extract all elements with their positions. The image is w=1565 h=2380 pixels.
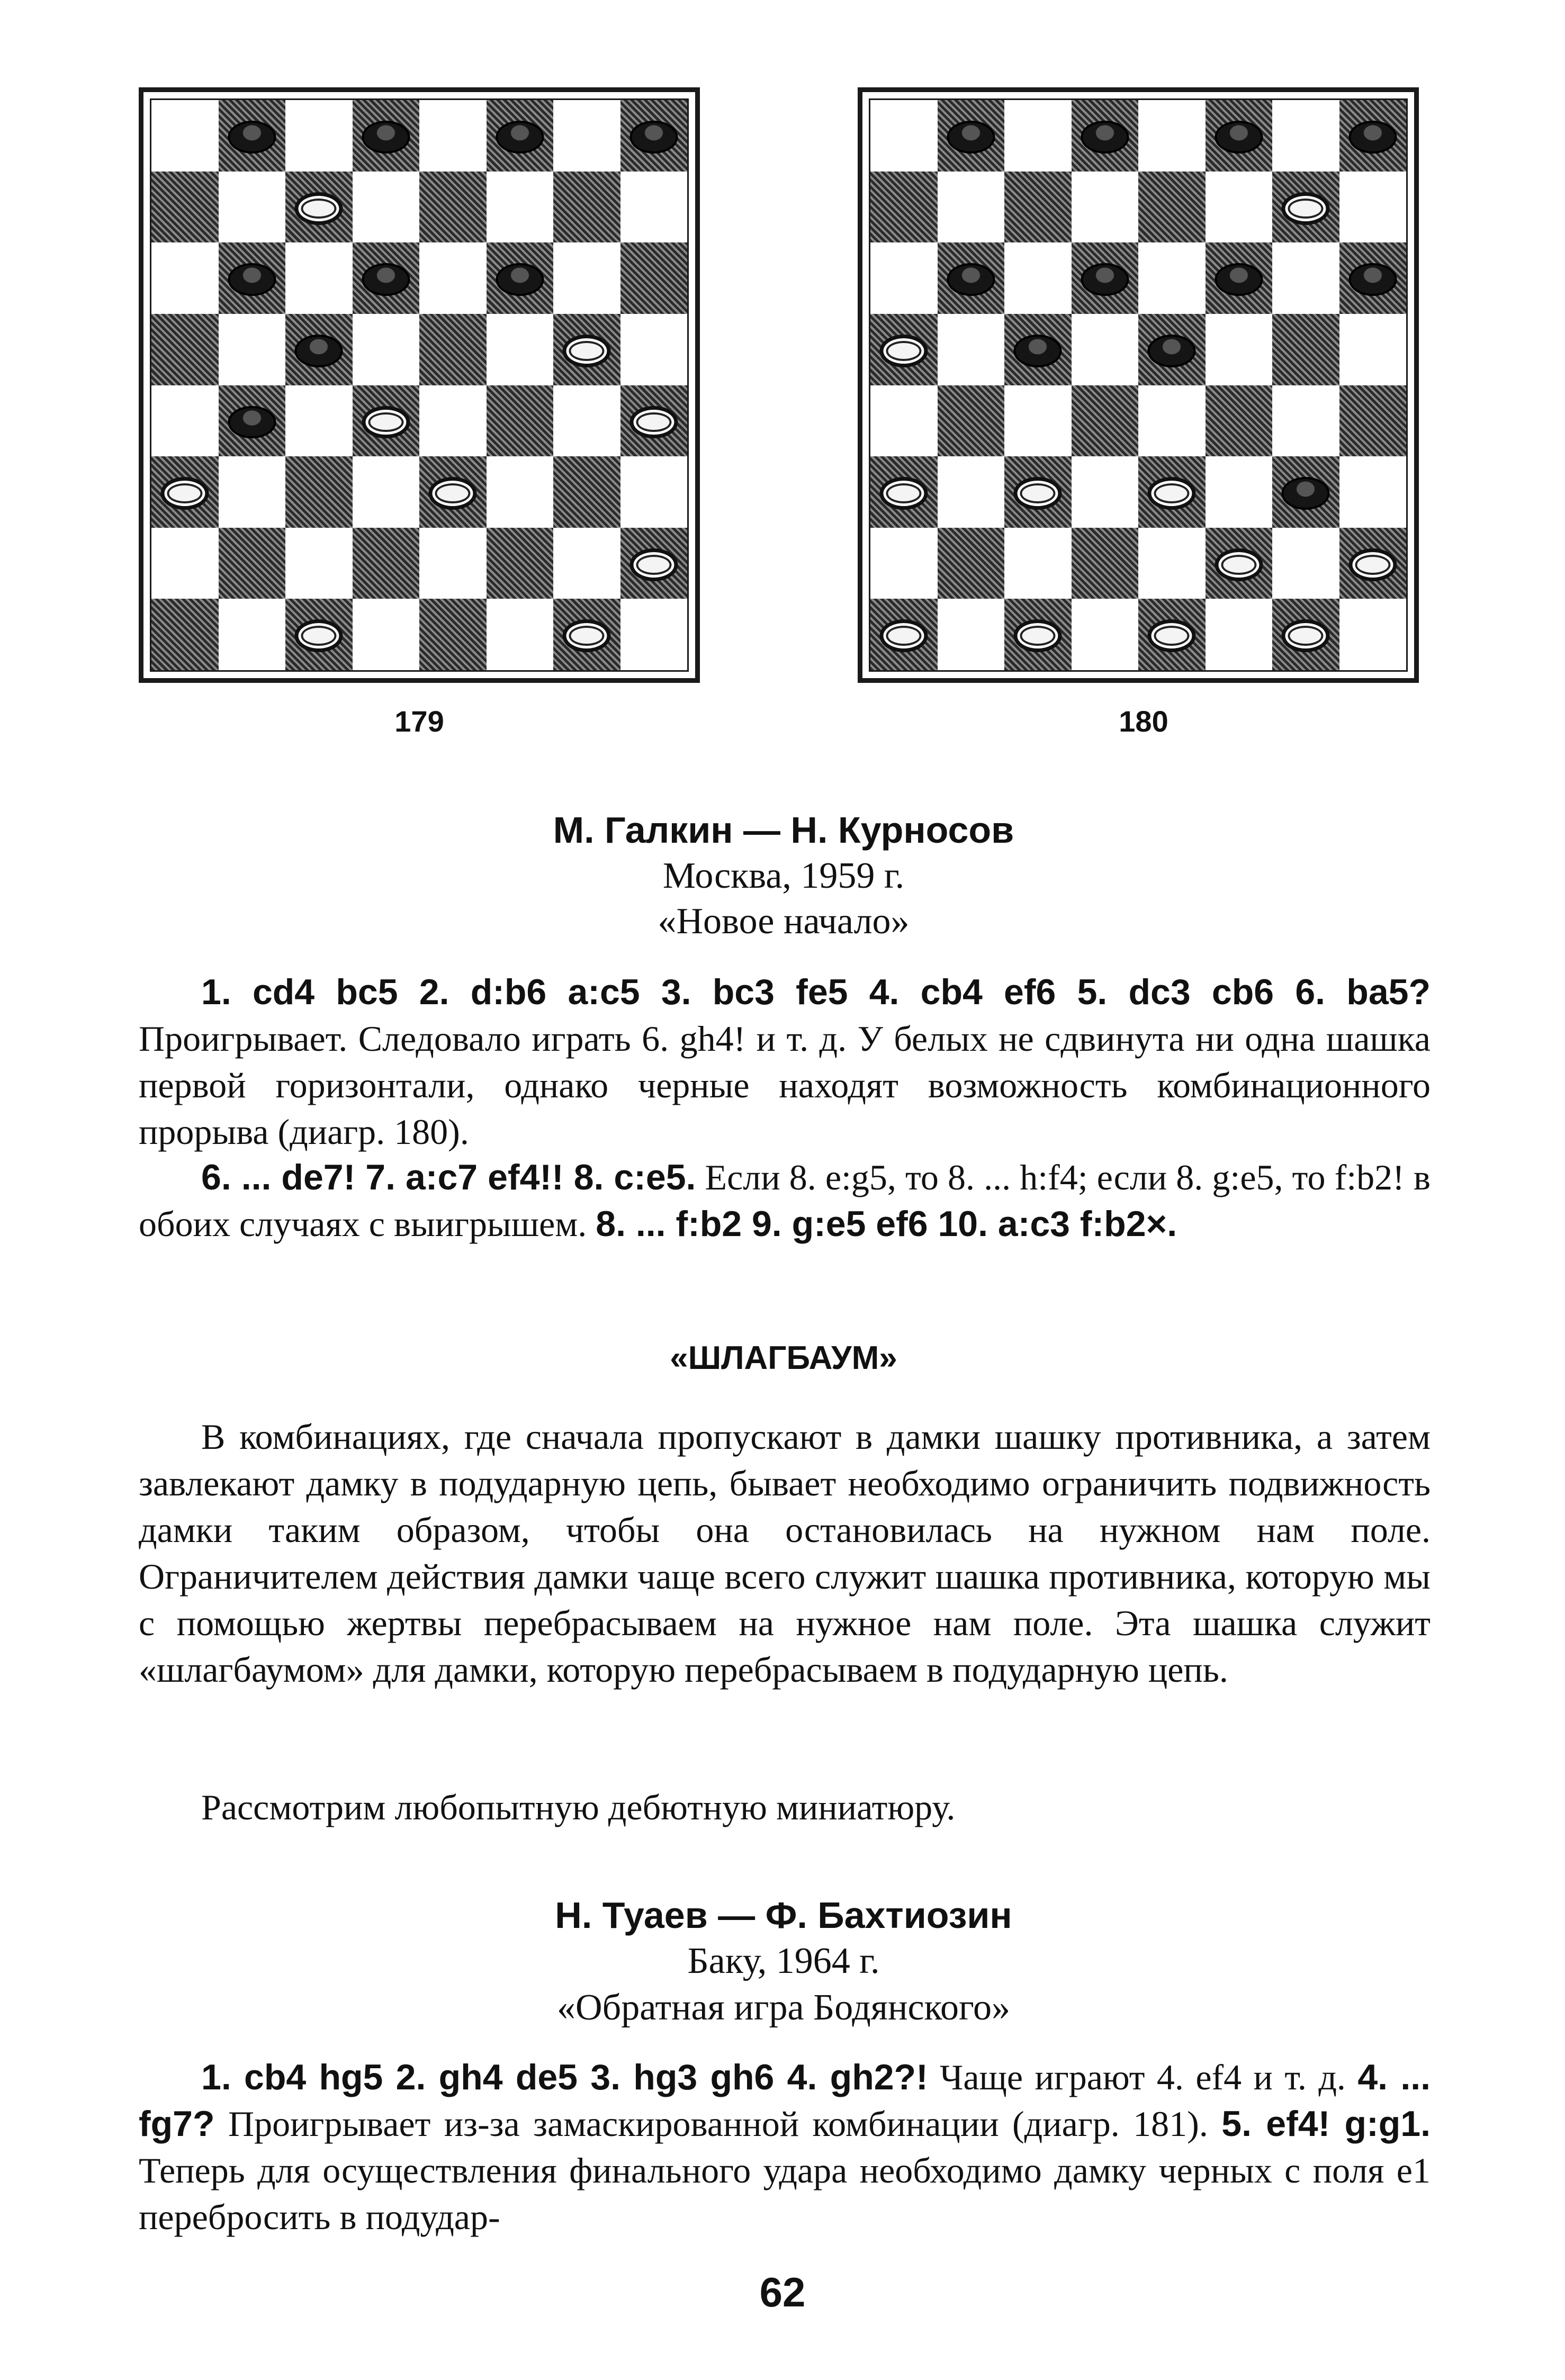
- black-checker: [1081, 263, 1129, 296]
- game2-paragraph-1: [139, 2054, 1431, 2240]
- light-square: [419, 385, 487, 457]
- dark-square: [1206, 385, 1273, 457]
- dark-square: [870, 172, 938, 243]
- commentary-text: Если 8. e:g5, то 8. ... h:f4; если 8. g:e5, то f:b2! в обоих случаях с выигрышем.: [139, 1157, 1431, 1244]
- white-checker: [1148, 477, 1196, 510]
- dark-square: [620, 100, 688, 172]
- light-square: [620, 314, 688, 385]
- black-checker: [1014, 335, 1062, 367]
- white-checker: [880, 335, 928, 367]
- light-square: [1206, 456, 1273, 528]
- dark-square: [620, 385, 688, 457]
- dark-square: [1138, 456, 1206, 528]
- dark-square: [938, 242, 1005, 314]
- dark-square: [419, 172, 487, 243]
- moves-text: 8. ... f:b2 9. g:e5 ef6 10. a:c3 f:b2×.: [596, 1204, 1177, 1244]
- dark-square: [870, 456, 938, 528]
- white-checker: [1282, 619, 1330, 652]
- white-checker: [1014, 619, 1062, 652]
- dark-square: [353, 100, 420, 172]
- light-square: [219, 314, 286, 385]
- light-square: [419, 528, 487, 599]
- dark-square: [219, 100, 286, 172]
- black-checker: [1148, 335, 1196, 367]
- light-square: [487, 172, 554, 243]
- light-square: [285, 385, 353, 457]
- light-square: [487, 599, 554, 670]
- moves-text: 4. ... fg7?: [139, 2057, 1431, 2144]
- light-square: [620, 456, 688, 528]
- dark-square: [419, 314, 487, 385]
- dark-square: [487, 100, 554, 172]
- black-checker: [1081, 121, 1129, 154]
- game1-paragraph-2: [139, 1154, 1431, 1247]
- light-square: [938, 456, 1005, 528]
- dark-square: [285, 172, 353, 243]
- diagram-179-board: [139, 87, 700, 683]
- white-checker: [563, 335, 611, 367]
- dark-square: [1004, 599, 1072, 670]
- light-square: [1004, 528, 1072, 599]
- light-square: [938, 314, 1005, 385]
- light-square: [553, 100, 620, 172]
- light-square: [553, 528, 620, 599]
- white-checker: [295, 619, 343, 652]
- black-checker: [496, 121, 544, 154]
- light-square: [1272, 385, 1339, 457]
- dark-square: [285, 599, 353, 670]
- light-square: [938, 172, 1005, 243]
- light-square: [487, 314, 554, 385]
- light-square: [1206, 314, 1273, 385]
- dark-square: [553, 314, 620, 385]
- light-square: [487, 456, 554, 528]
- dark-square: [151, 314, 219, 385]
- light-square: [1138, 242, 1206, 314]
- white-checker: [880, 477, 928, 510]
- white-checker: [1282, 192, 1330, 225]
- white-checker: [429, 477, 477, 510]
- dark-square: [1004, 456, 1072, 528]
- black-checker: [947, 121, 995, 154]
- commentary-text: Проигрывает. Следовало играть 6. gh4! и т. д. У белых не сдвинута ни одна шашка первой горизонтали, однако черные находят возможность комбинационного прорыва (диагр. 180).: [139, 1018, 1431, 1152]
- dark-square: [1339, 385, 1407, 457]
- light-square: [285, 242, 353, 314]
- white-checker: [563, 619, 611, 652]
- light-square: [219, 456, 286, 528]
- light-square: [419, 242, 487, 314]
- dark-square: [151, 599, 219, 670]
- light-square: [1072, 456, 1139, 528]
- light-square: [1072, 314, 1139, 385]
- light-square: [1138, 528, 1206, 599]
- dark-square: [1072, 528, 1139, 599]
- game1-place: Москва, 1959 г.: [662, 855, 905, 896]
- dark-square: [553, 456, 620, 528]
- light-square: [1206, 172, 1273, 243]
- black-checker: [295, 335, 343, 367]
- dark-square: [487, 528, 554, 599]
- black-checker: [1348, 121, 1397, 154]
- light-square: [870, 242, 938, 314]
- dark-square: [553, 599, 620, 670]
- light-square: [1206, 599, 1273, 670]
- dark-square: [353, 242, 420, 314]
- dark-square: [353, 528, 420, 599]
- white-checker: [295, 192, 343, 225]
- light-square: [938, 599, 1005, 670]
- game2-players: Н. Туаев — Ф. Бахтиозин: [555, 1895, 1012, 1936]
- black-checker: [228, 121, 276, 154]
- dark-square: [1339, 100, 1407, 172]
- black-checker: [629, 121, 678, 154]
- dark-square: [553, 172, 620, 243]
- white-checker: [1215, 548, 1263, 581]
- light-square: [620, 599, 688, 670]
- light-square: [1272, 100, 1339, 172]
- moves-text: 1. cb4 hg5 2. gh4 de5 3. hg3 gh6 4. gh2?!: [201, 2057, 928, 2097]
- moves-text: 6. ... de7! 7. a:c7 ef4!! 8. c:e5.: [201, 1157, 696, 1197]
- dark-square: [487, 242, 554, 314]
- diagram-180-caption: 180: [1119, 705, 1168, 738]
- dark-square: [1206, 242, 1273, 314]
- dark-square: [219, 242, 286, 314]
- light-square: [1004, 100, 1072, 172]
- dark-square: [353, 385, 420, 457]
- white-checker: [629, 406, 678, 439]
- dark-square: [870, 599, 938, 670]
- light-square: [151, 100, 219, 172]
- dark-square: [419, 456, 487, 528]
- dark-square: [1072, 385, 1139, 457]
- white-checker: [1148, 619, 1196, 652]
- dark-square: [938, 528, 1005, 599]
- light-square: [870, 385, 938, 457]
- white-checker: [161, 477, 209, 510]
- dark-square: [1339, 528, 1407, 599]
- dark-square: [487, 385, 554, 457]
- dark-square: [1272, 456, 1339, 528]
- dark-square: [219, 528, 286, 599]
- white-checker: [1014, 477, 1062, 510]
- game1-paragraph-1: [139, 969, 1431, 1155]
- light-square: [151, 242, 219, 314]
- black-checker: [362, 263, 410, 296]
- light-square: [353, 456, 420, 528]
- light-square: [620, 172, 688, 243]
- board-grid: [151, 100, 687, 670]
- section-paragraph-1: В комбинациях, где сначала пропускают в дамки шашку противника, а затем завлекают дамку в подударную цепь, бывает необходимо ограничить подвижность дамки таким образом, чтобы она остановилась на нужном нам поле. Ограничителем действия дамки чаще всего служит шашка противника, которую мы с помощью жертвы перебрасываем на нужное нам поле. Эта шашка служит «шлагбаумом» для дамки, которую перебрасываем в подударную цепь.: [139, 1417, 1431, 1690]
- light-square: [151, 528, 219, 599]
- light-square: [219, 599, 286, 670]
- black-checker: [1348, 263, 1397, 296]
- dark-square: [938, 385, 1005, 457]
- light-square: [285, 528, 353, 599]
- white-checker: [880, 619, 928, 652]
- black-checker: [496, 263, 544, 296]
- light-square: [353, 314, 420, 385]
- game1-players: М. Галкин — Н. Курносов: [553, 809, 1014, 851]
- moves-text: 5. ef4! g:g1.: [1221, 2104, 1431, 2144]
- white-checker: [362, 406, 410, 439]
- dark-square: [1206, 528, 1273, 599]
- commentary-text: Чаще играют 4. ef4 и т. д.: [928, 2057, 1358, 2097]
- dark-square: [1272, 172, 1339, 243]
- light-square: [151, 385, 219, 457]
- dark-square: [1072, 242, 1139, 314]
- black-checker: [1215, 263, 1263, 296]
- dark-square: [1138, 599, 1206, 670]
- dark-square: [151, 172, 219, 243]
- game1-opening: «Новое начало»: [658, 901, 910, 942]
- dark-square: [870, 314, 938, 385]
- black-checker: [947, 263, 995, 296]
- diagram-179-caption: 179: [394, 705, 444, 738]
- light-square: [419, 100, 487, 172]
- game2-opening: «Обратная игра Бодянского»: [557, 1987, 1010, 2028]
- light-square: [353, 599, 420, 670]
- section-paragraph-2: Рассмотрим любопытную дебютную миниатюру.: [201, 1787, 956, 1827]
- light-square: [1138, 100, 1206, 172]
- dark-square: [1138, 314, 1206, 385]
- dark-square: [285, 314, 353, 385]
- light-square: [870, 528, 938, 599]
- dark-square: [1004, 314, 1072, 385]
- dark-square: [1072, 100, 1139, 172]
- light-square: [1339, 456, 1407, 528]
- dark-square: [151, 456, 219, 528]
- dark-square: [1206, 100, 1273, 172]
- light-square: [553, 242, 620, 314]
- light-square: [1072, 172, 1139, 243]
- light-square: [219, 172, 286, 243]
- commentary-text: Теперь для осуществления финального удара необходимо дамку черных с поля e1 перебросить в подудар-: [139, 2150, 1431, 2237]
- board-grid: [870, 100, 1406, 670]
- light-square: [870, 100, 938, 172]
- light-square: [1339, 172, 1407, 243]
- dark-square: [219, 385, 286, 457]
- light-square: [553, 385, 620, 457]
- dark-square: [1004, 172, 1072, 243]
- game2-place: Баку, 1964 г.: [687, 1941, 880, 1981]
- dark-square: [1138, 172, 1206, 243]
- light-square: [1272, 242, 1339, 314]
- light-square: [285, 100, 353, 172]
- light-square: [1004, 242, 1072, 314]
- black-checker: [1215, 121, 1263, 154]
- light-square: [1072, 599, 1139, 670]
- light-square: [1272, 528, 1339, 599]
- dark-square: [938, 100, 1005, 172]
- light-square: [353, 172, 420, 243]
- dark-square: [285, 456, 353, 528]
- light-square: [1138, 385, 1206, 457]
- dark-square: [1272, 314, 1339, 385]
- dark-square: [1339, 242, 1407, 314]
- moves-text: 1. cd4 bc5 2. d:b6 a:c5 3. bc3 fe5 4. cb4 ef6 5. dc3 cb6 6. ba5?: [201, 972, 1431, 1012]
- dark-square: [419, 599, 487, 670]
- dark-square: [620, 528, 688, 599]
- black-checker: [362, 121, 410, 154]
- light-square: [1004, 385, 1072, 457]
- dark-square: [1272, 599, 1339, 670]
- diagram-180-board: [858, 87, 1419, 683]
- dark-square: [620, 242, 688, 314]
- white-checker: [1348, 548, 1397, 581]
- light-square: [1339, 599, 1407, 670]
- commentary-text: Проигрывает из-за замаскированной комбинации (диагр. 181).: [214, 2104, 1222, 2144]
- page-number: 62: [759, 2269, 806, 2315]
- white-checker: [629, 548, 678, 581]
- black-checker: [228, 406, 276, 439]
- section-title: «ШЛАГБАУМ»: [670, 1340, 897, 1376]
- black-checker: [228, 263, 276, 296]
- black-checker: [1282, 477, 1330, 510]
- light-square: [1339, 314, 1407, 385]
